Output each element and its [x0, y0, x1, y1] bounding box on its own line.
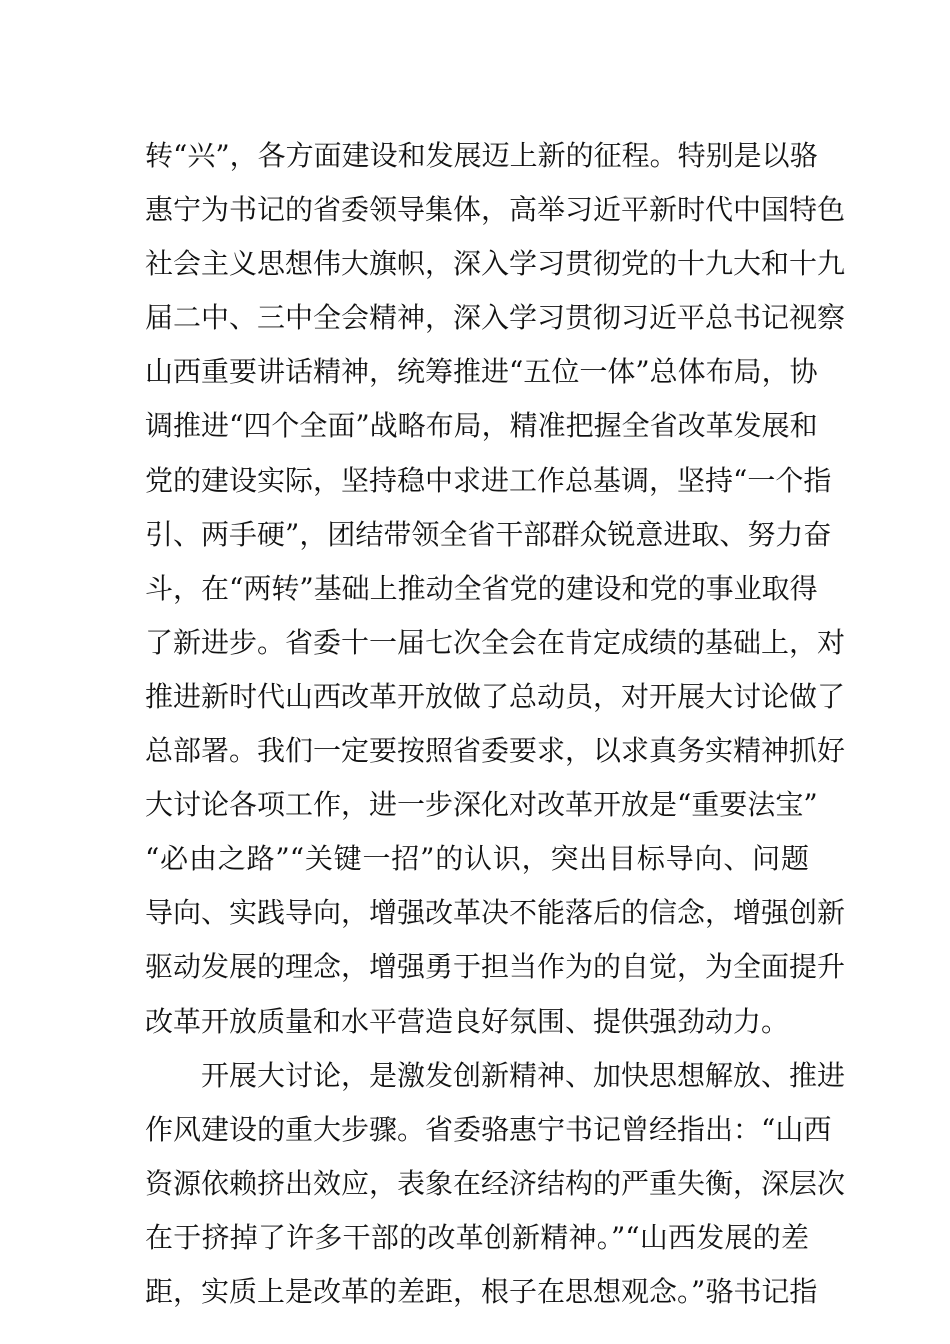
text-line: 引、两手硬”，团结带领全省干部群众锐意进取、努力奋 [145, 517, 832, 551]
text-line: 改革开放质量和水平营造良好氛围、提供强劲动力。 [145, 1004, 790, 1038]
text-line: 大讨论各项工作，进一步深化对改革开放是“重要法宝” [145, 788, 818, 822]
text-line: 届二中、三中全会精神，深入学习贯彻习近平总书记视察 [145, 301, 846, 335]
text-line: 资源依赖挤出效应，表象在经济结构的严重失衡，深层次 [145, 1166, 846, 1200]
text-line: 驱动发展的理念，增强勇于担当作为的自觉，为全面提升 [145, 950, 846, 984]
text-line: 社会主义思想伟大旗帜，深入学习贯彻党的十九大和十九 [145, 247, 846, 281]
text-line: 距，实质上是改革的差距，根子在思想观念。”骆书记指 [145, 1274, 818, 1308]
text-line: 作风建设的重大步骤。省委骆惠宁书记曾经指出：“山西 [145, 1112, 832, 1146]
paragraph [145, 129, 846, 1049]
text-line: 在于挤掉了许多干部的改革创新精神。”“山西发展的差 [145, 1220, 809, 1254]
text-line: 斗，在“两转”基础上推动全省党的建设和党的事业取得 [145, 571, 818, 605]
text-line: 总部署。我们一定要按照省委要求，以求真务实精神抓好 [145, 734, 846, 768]
text-line: 惠宁为书记的省委领导集体，高举习近平新时代中国特色 [145, 193, 846, 227]
text-line: 转“兴”，各方面建设和发展迈上新的征程。特别是以骆 [145, 139, 818, 172]
text-line: 开展大讨论，是激发创新精神、加快思想解放、推进 [201, 1058, 846, 1092]
text-line: 党的建设实际，坚持稳中求进工作总基调，坚持“一个指 [145, 463, 832, 497]
text-line: 山西重要讲话精神，统筹推进“五位一体”总体布局，协 [145, 355, 818, 389]
text-line: 推进新时代山西改革开放做了总动员，对开展大讨论做了 [145, 679, 846, 713]
text-line: 调推进“四个全面”战略布局，精准把握全省改革发展和 [145, 409, 818, 443]
paragraph [145, 1049, 846, 1319]
text-line: 了新进步。省委十一届七次全会在肯定成绩的基础上，对 [145, 625, 846, 659]
text-line: “必由之路”“关键一招”的认识，突出目标导向、问题 [145, 842, 809, 876]
text-line: 导向、实践导向，增强改革决不能落后的信念，增强创新 [145, 896, 846, 930]
body-text [145, 129, 846, 1319]
